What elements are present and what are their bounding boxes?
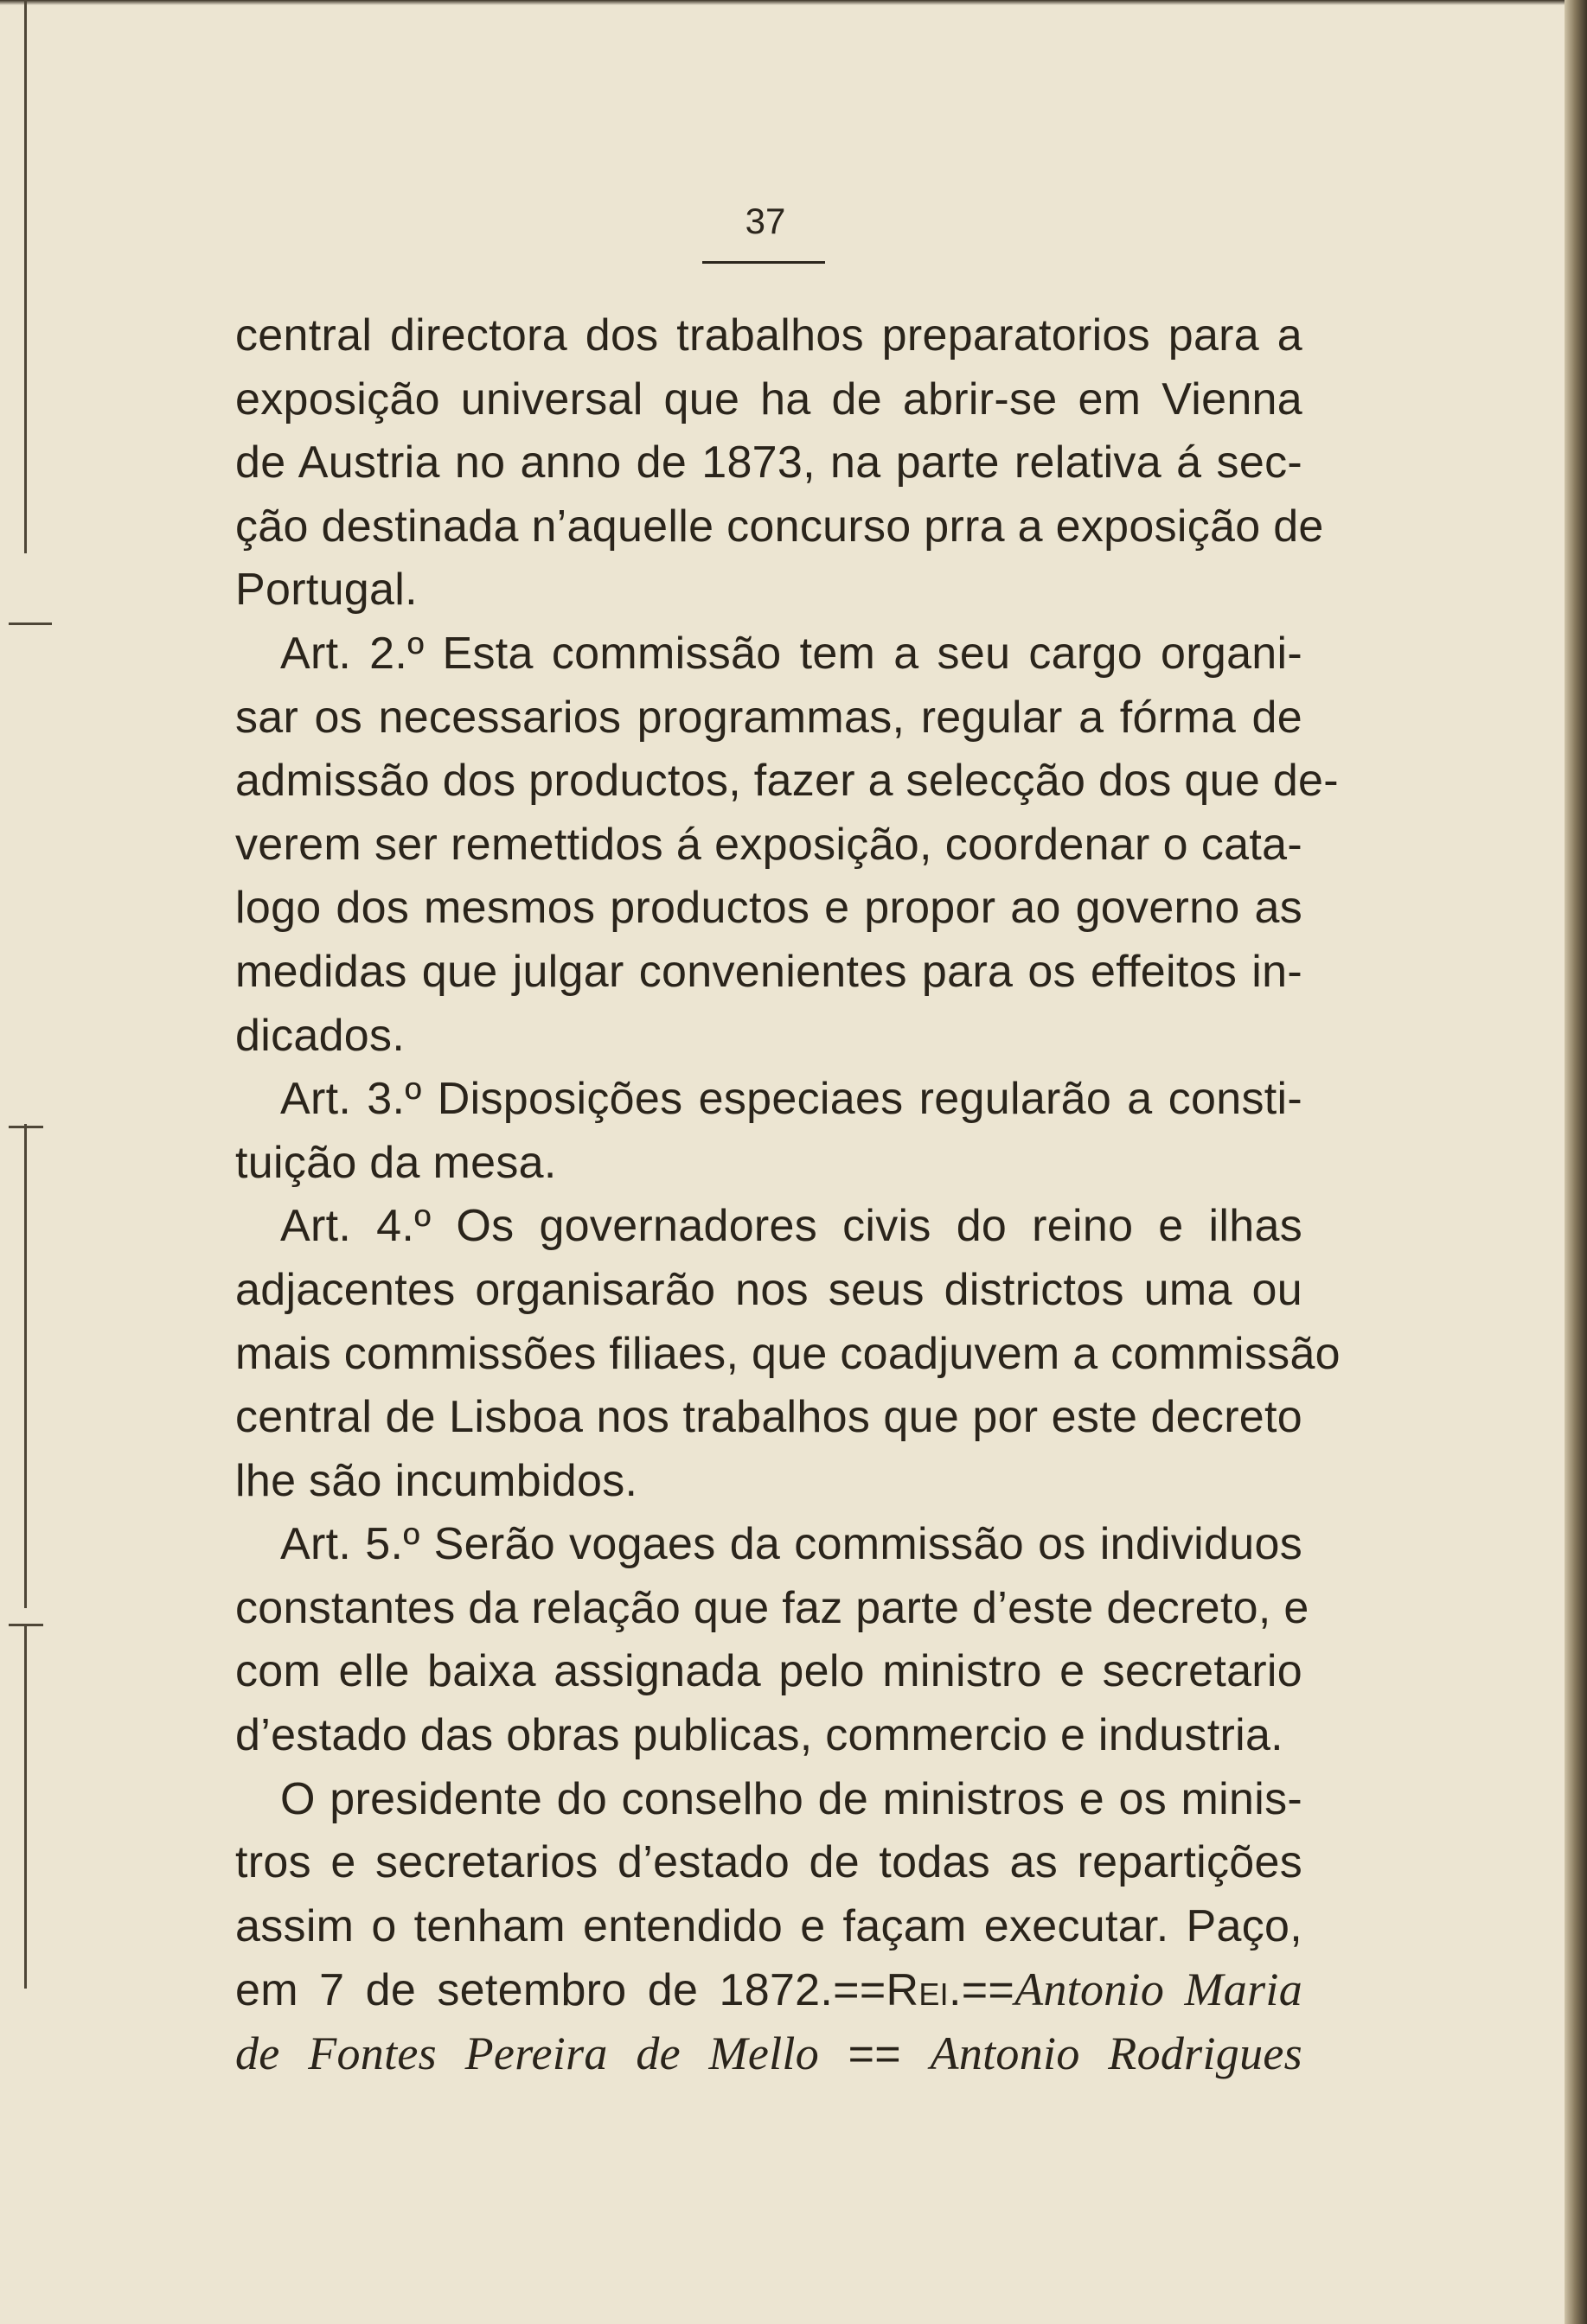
text-line: sar os necessarios programmas, regular a fórma de <box>235 692 1302 743</box>
margin-rule-3 <box>24 1625 27 1989</box>
text-line: lhe são incumbidos. <box>235 1455 638 1506</box>
signature-separator: == <box>819 2029 931 2080</box>
signature-line <box>235 2022 1302 2086</box>
text-line: adjacentes organisarão nos seus districtos uma ou <box>235 1264 1302 1315</box>
text-line: Art. 2.º Esta commissão tem a seu cargo organi- <box>280 628 1302 679</box>
text-line: tuição da mesa. <box>235 1137 557 1188</box>
page-binding-edge <box>1565 0 1587 2324</box>
closing-line <box>235 1958 1302 2022</box>
text-line: Portugal. <box>235 565 418 616</box>
page-top-edge <box>0 0 1587 5</box>
text-line: verem ser remettidos á exposição, coordenar o cata- <box>235 819 1302 870</box>
text-line: de Austria no anno de 1873, na parte relativa á sec- <box>235 437 1302 488</box>
signature-name: Antonio Rodrigues <box>930 2027 1302 2080</box>
text-line: admissão dos productos, fazer a selecção dos que de- <box>235 756 1339 807</box>
page-number-rule <box>702 261 825 264</box>
body-text <box>235 304 1341 2086</box>
margin-tick-3 <box>9 1624 43 1626</box>
text-line: Art. 5.º Serão vogaes da commissão os individuos <box>280 1519 1302 1570</box>
text-line: Art. 3.º Disposições especiaes regularão a consti- <box>280 1074 1302 1125</box>
text-line: ção destinada n’aquelle concurso prra a exposição de <box>235 501 1324 552</box>
text-line: dicados. <box>235 1010 406 1061</box>
margin-tick-2 <box>9 1126 43 1128</box>
text-line: assim o tenham entendido e façam executar. Paço, <box>235 1900 1302 1951</box>
text-line: logo dos mesmos productos e propor ao governo as <box>235 883 1302 934</box>
text-line: d’estado das obras publicas, commercio e industria. <box>235 1710 1283 1761</box>
closing-date: em 7 de setembro de 1872.== <box>235 1965 886 2016</box>
closing-separator: == <box>961 1965 1015 2016</box>
text-line: central directora dos trabalhos preparatorios para a <box>235 310 1302 361</box>
text-line: central de Lisboa nos trabalhos que por este decreto <box>235 1392 1302 1443</box>
text-line: medidas que julgar convenientes para os effeitos in- <box>235 946 1302 997</box>
text-line: exposição universal que ha de abrir-se em Vienna <box>235 374 1302 425</box>
text-line: constantes da relação que faz parte d’este decreto, e <box>235 1582 1309 1633</box>
text-line: mais commissões filiaes, que coadjuvem a commissão <box>235 1328 1341 1379</box>
signature-name: de Fontes Pereira de Mello <box>235 2027 820 2080</box>
text-line: tros e secretarios d’estado de todas as repartições <box>235 1837 1302 1888</box>
signature-name: Antonio Maria <box>1014 1963 1302 2016</box>
text-line: O presidente do conselho de ministros e os minis- <box>280 1773 1302 1824</box>
margin-rule-1 <box>24 0 27 553</box>
margin-tick-1 <box>9 622 52 625</box>
margin-rule-2 <box>24 1124 27 1608</box>
text-line: Art. 4.º Os governadores civis do reino e ilhas <box>280 1201 1302 1252</box>
text-line: com elle baixa assignada pelo ministro e secretario <box>235 1646 1302 1697</box>
page-number: 37 <box>745 201 786 241</box>
closing-rei: Rei. <box>886 1965 962 2016</box>
